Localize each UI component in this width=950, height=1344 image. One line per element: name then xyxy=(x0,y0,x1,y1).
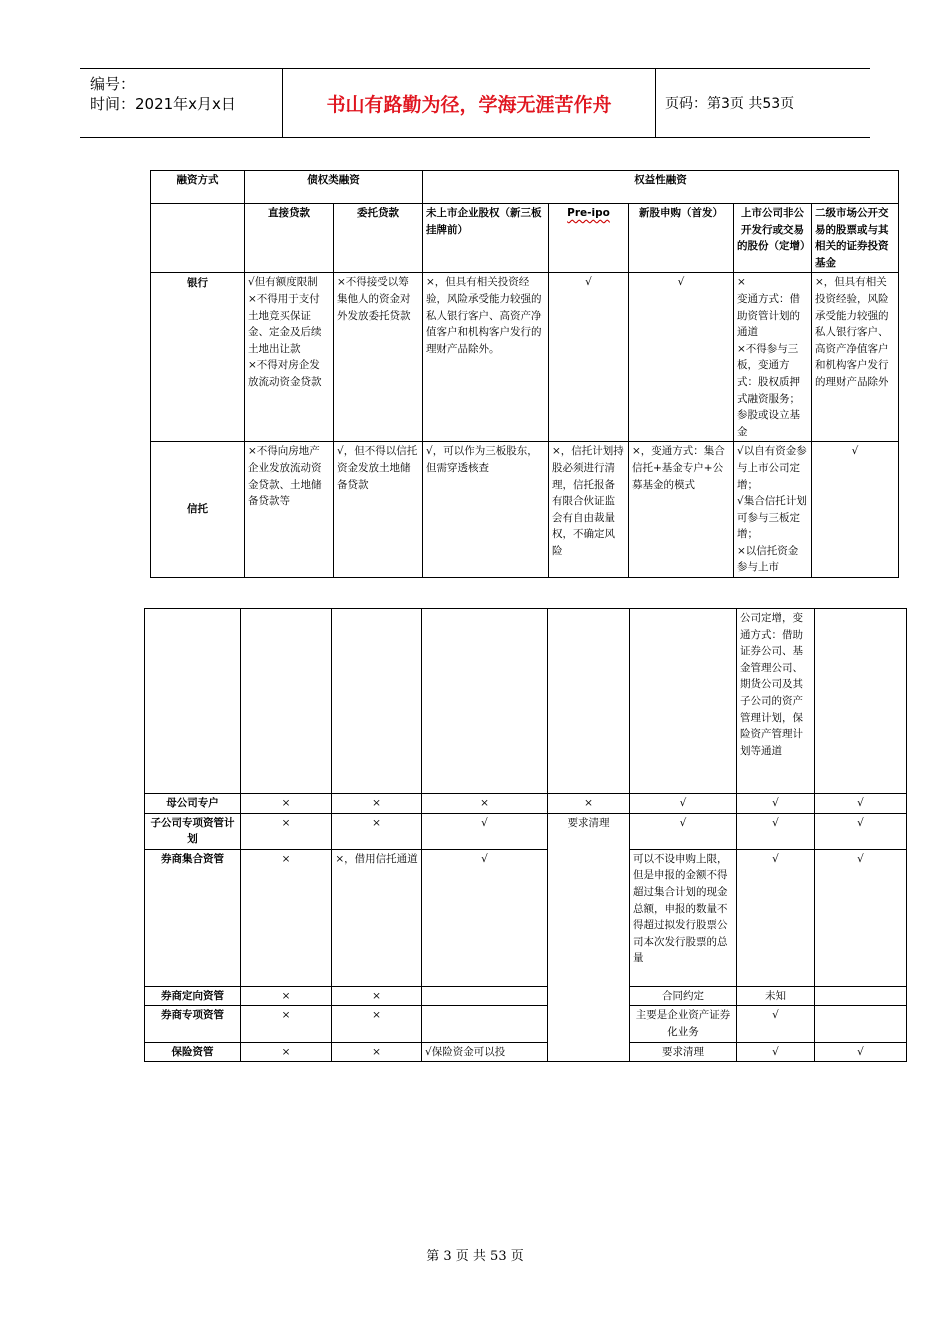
cell-dir-0: × xyxy=(241,986,332,1006)
cell-spec-2 xyxy=(422,1006,548,1042)
cell-parent-5: √ xyxy=(737,794,815,814)
page-footer: 第 3 页 共 53 页 xyxy=(426,1249,524,1264)
row-label-broker-collective: 券商集合资管 xyxy=(145,849,241,986)
cell-trust-unlisted-equity: √，可以作为三板股东，但需穿透核查 xyxy=(423,442,549,578)
blank-cell xyxy=(815,609,907,794)
cell-bank-pre-ipo: √ xyxy=(549,273,629,442)
sub-col-private-placement: 上市公司非公开发行或交易的股份（定增） xyxy=(734,204,812,273)
cell-ins-3: 要求清理 xyxy=(630,1042,737,1062)
row-label-trust: 信托 xyxy=(151,442,245,578)
row-label-broker-special: 券商专项资管 xyxy=(145,1006,241,1042)
cell-sub-3: 要求清理 xyxy=(548,813,630,1062)
cell-coll-2: √ xyxy=(422,849,548,986)
blank-cell xyxy=(151,204,245,273)
cell-sub-2: √ xyxy=(422,813,548,849)
cell-dir-4: 合同约定 xyxy=(630,986,737,1006)
header-page-info: 页码：第3页 共53页 xyxy=(665,96,795,112)
cell-coll-4: 可以不设申购上限，但是申报的金额不得超过集合计划的现金总额，申报的数量不得超过拟发行股票公司本次发行股票的总量 xyxy=(630,849,737,986)
blank-cell xyxy=(332,609,422,794)
cell-sub-1: × xyxy=(332,813,422,849)
cell-spec-0: × xyxy=(241,1006,332,1042)
cell-parent-0: × xyxy=(241,794,332,814)
cell-spec-1: × xyxy=(332,1006,422,1042)
cell-bank-ipo: √ xyxy=(629,273,734,442)
cell-dir-6 xyxy=(815,986,907,1006)
cell-dir-2 xyxy=(422,986,548,1006)
cell-ins-4: √ xyxy=(737,1042,815,1062)
cell-parent-1: × xyxy=(332,794,422,814)
row-label-broker-directional: 券商定向资管 xyxy=(145,986,241,1006)
sub-col-direct-loan: 直接贷款 xyxy=(245,204,334,273)
financing-table-part2 xyxy=(144,608,907,1062)
row-label-bank: 银行 xyxy=(151,273,245,442)
cell-dir-1: × xyxy=(332,986,422,1006)
cell-spec-4: 主要是企业资产证券化业务 xyxy=(630,1006,737,1042)
cell-parent-3: × xyxy=(548,794,630,814)
cell-coll-5: √ xyxy=(737,849,815,986)
cell-spec-6 xyxy=(815,1006,907,1042)
cell-ins-5: √ xyxy=(815,1042,907,1062)
row-label-subsidiary-plan: 子公司专项资管计划 xyxy=(145,813,241,849)
col-head-method: 融资方式 xyxy=(151,171,245,204)
row-label-insurance: 保险资管 xyxy=(145,1042,241,1062)
cell-sub-4: √ xyxy=(630,813,737,849)
cell-spec-5: √ xyxy=(737,1006,815,1042)
blank-cell xyxy=(241,609,332,794)
doc-number-label: 编号： xyxy=(90,75,136,93)
blank-cell xyxy=(422,609,548,794)
cell-dir-5: 未知 xyxy=(737,986,815,1006)
cell-ins-0: × xyxy=(241,1042,332,1062)
cell-bank-direct-loan: √但有额度限制 ×不得用于支付土地竞买保证金、定金及后续土地出让款 ×不得对房企发放流动资金贷款 xyxy=(245,273,334,442)
cell-sub-6: √ xyxy=(815,813,907,849)
cell-trust-direct-loan: ×不得向房地产企业发放流动资金贷款、土地储备贷款等 xyxy=(245,442,334,578)
row-label-parent-account: 母公司专户 xyxy=(145,794,241,814)
cell-bank-private-placement: × 变通方式：借助资管计划的通道 ×不得参与三板，变通方式：股权质押式融资服务；参股或设立基金 xyxy=(734,273,812,442)
cell-parent-4: √ xyxy=(630,794,737,814)
cell-trust-pre-ipo: ×，信托计划持股必须进行清理，信托报备有限合伙证监会有自由裁量权，不确定风险 xyxy=(549,442,629,578)
cell-trust-private-placement: √以自有资金参与上市公司定增； √集合信托计划可参与三板定增； ×以信托资金参与上市 xyxy=(734,442,812,578)
sub-col-unlisted-equity: 未上市企业股权（新三板挂牌前） xyxy=(423,204,549,273)
cell-bank-unlisted-equity: ×，但具有相关投资经验，风险承受能力较强的私人银行客户、高资产净值客户和机构客户发行的理财产品除外。 xyxy=(423,273,549,442)
sub-col-pre-ipo: Pre-ipo xyxy=(549,204,629,273)
cell-trust-ipo: ×，变通方式：集合信托+基金专户+公募基金的模式 xyxy=(629,442,734,578)
cell-coll-1: ×，借用信托通道 xyxy=(332,849,422,986)
cell-trust-secondary: √ xyxy=(812,442,899,578)
group-equity-financing: 权益性融资 xyxy=(423,171,899,204)
financing-table-part1 xyxy=(150,170,899,578)
cell-continued-private-placement: 公司定增，变通方式：借助证券公司、基金管理公司、期货公司及其子公司的资产管理计划，保险资产管理计划等通道 xyxy=(737,609,815,794)
blank-cell xyxy=(145,609,241,794)
page-header xyxy=(80,68,870,138)
sub-col-entrusted-loan: 委托贷款 xyxy=(334,204,423,273)
cell-sub-5: √ xyxy=(737,813,815,849)
cell-trust-entrusted-loan: √，但不得以信托资金发放土地储备贷款 xyxy=(334,442,423,578)
cell-parent-6: √ xyxy=(815,794,907,814)
doc-time-label: 时间：2021年x月x日 xyxy=(90,95,236,113)
cell-ins-2: √保险资金可以投 xyxy=(422,1042,548,1062)
cell-ins-1: × xyxy=(332,1042,422,1062)
header-meta xyxy=(80,69,283,137)
cell-bank-entrusted-loan: ×不得接受以筹集他人的资金对外发放委托贷款 xyxy=(334,273,423,442)
group-debt-financing: 债权类融资 xyxy=(245,171,423,204)
sub-col-secondary-market: 二级市场公开交易的股票或与其相关的证券投资基金 xyxy=(812,204,899,273)
sub-col-ipo-subscription: 新股申购（首发） xyxy=(629,204,734,273)
cell-bank-secondary: ×，但具有相关投资经验，风险承受能力较强的私人银行客户、高资产净值客户和机构客户发行的理财产品除外 xyxy=(812,273,899,442)
cell-parent-2: × xyxy=(422,794,548,814)
cell-coll-6: √ xyxy=(815,849,907,986)
blank-cell xyxy=(630,609,737,794)
blank-cell xyxy=(548,609,630,794)
cell-sub-0: × xyxy=(241,813,332,849)
cell-coll-0: × xyxy=(241,849,332,986)
header-motto: 书山有路勤为径，学海无涯苦作舟 xyxy=(283,69,656,137)
